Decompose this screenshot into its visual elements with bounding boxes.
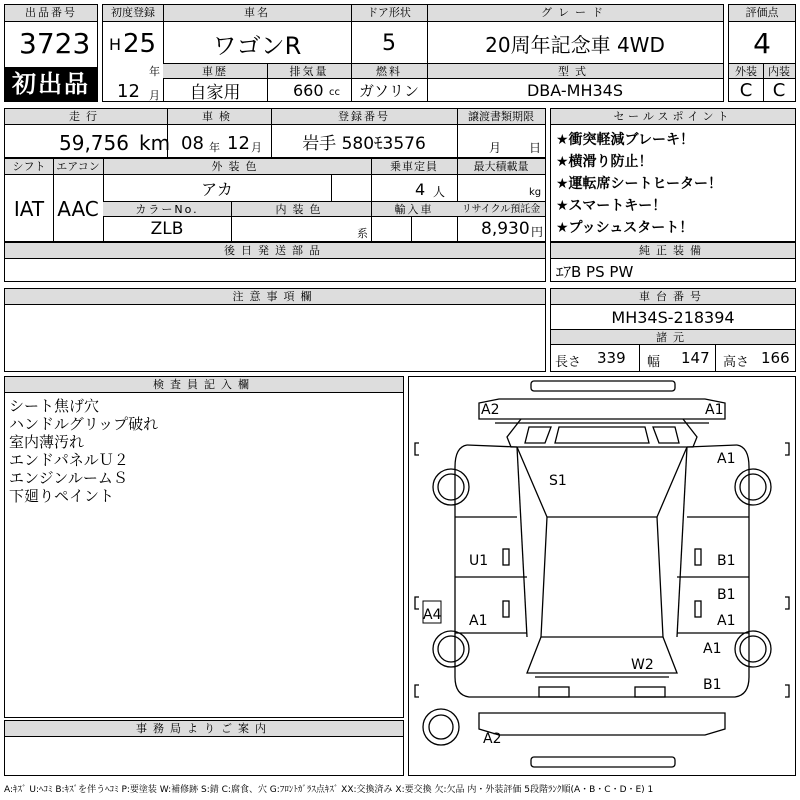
inspector-line: 下廻りペイント [9,487,115,505]
capacity-unit: 人 [433,185,446,199]
mark-b1-right-front: B1 [717,553,736,569]
mark-s1: S1 [549,473,567,489]
score-box [728,4,796,102]
inspector-line: シート焦げ穴 [9,397,100,415]
mark-b1-right-rear: B1 [703,677,722,693]
shaken-month-unit: 月 [251,141,262,154]
reg-year: 25 [123,29,157,59]
sales-item: ★スマートキー！ [556,198,667,214]
shaken-month: 12 [227,133,250,154]
height: 166 [761,349,790,367]
shift-label: シフト [5,159,53,175]
later-parts-box [4,242,546,282]
score-label: 評価点 [729,5,795,22]
fuel: ガソリン [358,81,419,100]
inspector-line: エンジンルームＳ [9,469,128,487]
row3-box [4,158,546,242]
car-diagram [409,377,795,775]
office-box [4,720,404,776]
recycle-unit: 円 [531,225,544,239]
import-label: 輸入車 [371,202,457,217]
header-main-box [102,4,724,102]
transfer-month-unit: 月 [489,141,502,155]
notes-box [4,288,546,372]
car-diagram-box [408,376,796,776]
history: 自家用 [189,82,241,103]
load-label: 最大積載量 [457,159,545,175]
disp-unit: cc [329,87,340,98]
legend: A:ｷｽﾞ U:ﾍｺﾐ B:ｷｽﾞを伴うﾍｺﾐ P:要塗装 W:補修跡 S:錆 C:腐食、穴 G:ﾌﾛﾝﾄｶﾞﾗｽ点ｷｽﾞ XX:交換済み X:要交換 欠:欠品 内・外装評価 5段階ﾗﾝｸ順(A・B・C・D・E) 1 [4,785,654,795]
reg-month: 12 [117,81,140,102]
length-label: 長さ [555,355,582,370]
grade-label: グレード [427,5,723,22]
mark-a1-right-rear: A1 [703,641,722,657]
chassis-box [550,288,796,372]
first-listing-badge: 初出品 [5,67,97,101]
shaken-year-unit: 年 [209,141,220,154]
chassis-value: MH34S-218394 [611,307,735,327]
capacity: 4 [415,180,426,199]
displacement: 660 [293,81,324,100]
notes-label: 注意事項欄 [5,289,545,305]
color-no-label: カラーNo. [103,202,231,217]
inspector-line: 室内薄汚れ [9,433,85,451]
inspector-label: 検査員記入欄 [5,377,403,393]
mileage-label: 走行 [5,109,167,125]
ext-color-label: 外装色 [103,159,371,175]
mark-w2: W2 [631,657,654,673]
recycle-label: リサイクル預託金 [457,202,545,217]
inspector-line: ハンドルグリップ破れ [9,415,159,433]
transfer-label: 譲渡書類期限 [457,109,545,125]
transfer-day-unit: 日 [529,141,542,155]
shift: IAT [13,196,45,221]
car-name: ワゴンR [212,31,302,60]
lot-label: 出品番号 [5,5,97,22]
lot-box [4,4,98,102]
equipment-box [550,242,796,282]
mileage-unit: km [139,131,171,155]
chassis-label: 車台番号 [551,289,795,305]
int-label: 内装 [763,64,795,79]
recycle: 8,930 [481,219,530,239]
inspector-line: エンドパネルＵ２ [9,451,129,469]
mark-a1-right-mid: A1 [717,613,736,629]
equipment-label: 純正装備 [551,243,795,259]
mark-a1-right-front: A1 [717,451,736,467]
plate: 岩手 580ﾓ3576 [302,134,426,154]
mark-a4: A4 [423,607,442,623]
grade: 20周年記念車 4WD [485,32,665,57]
int-color-label: 内装色 [231,202,371,217]
int-grade: C [772,79,786,101]
sales-item: ★横滑り防止！ [556,154,653,170]
ac: AAC [57,196,99,221]
model: DBA-MH34S [526,80,623,100]
height-label: 高さ [723,355,750,370]
row2-box [4,108,546,158]
sales-item: ★運転席シートヒーター！ [556,176,722,192]
sales-label: セールスポイント [551,109,795,125]
door-label: ドア形状 [351,5,427,22]
mark-u1: U1 [469,553,489,569]
shaken-year: 08 [181,133,204,154]
history-label: 車歴 [163,64,267,79]
name-label: 車名 [163,5,351,22]
width-label: 幅 [647,355,661,370]
era: H [109,35,122,54]
reg-label: 初度登録 [103,5,163,22]
sales-item: ★衝突軽減ブレーキ！ [556,132,694,148]
sales-item: ★プッシュスタート！ [556,220,694,236]
later-parts-label: 後日発送部品 [5,243,545,259]
color-no: ZLB [150,219,184,239]
model-label: 型式 [427,64,723,79]
sales-box [550,108,796,242]
door-count: 5 [382,30,396,56]
width: 147 [681,349,710,367]
ext-grade: C [739,79,753,101]
dims-label: 諸元 [551,330,795,345]
inspector-box [4,376,404,718]
mark-a2-top: A2 [481,402,500,418]
mileage: 59,756 [59,131,129,155]
ext-label: 外装 [729,64,763,79]
ext-color: アカ [201,180,233,199]
reg-month-unit: 月 [149,89,160,102]
shaken-label: 車検 [167,109,271,125]
score: 4 [753,26,771,60]
length: 339 [597,349,626,367]
capacity-label: 乗車定員 [371,159,457,175]
plate-label: 登録番号 [271,109,457,125]
equipment-value: ｴｱB PS PW [556,263,634,281]
disp-label: 排気量 [267,64,351,79]
load-unit: kg [529,187,542,198]
lot-number: 3723 [19,27,91,60]
fuel-label: 燃料 [351,64,427,79]
mark-a1-top: A1 [705,402,724,418]
reg-year-unit: 年 [149,65,160,78]
int-color-unit: 系 [357,227,368,240]
mark-a2-bottom: A2 [483,731,502,747]
mark-a1-left: A1 [469,613,488,629]
office-label: 事務局よりご案内 [5,721,403,737]
mark-b1-right-mid: B1 [717,587,736,603]
ac-label: エアコン [53,159,103,175]
